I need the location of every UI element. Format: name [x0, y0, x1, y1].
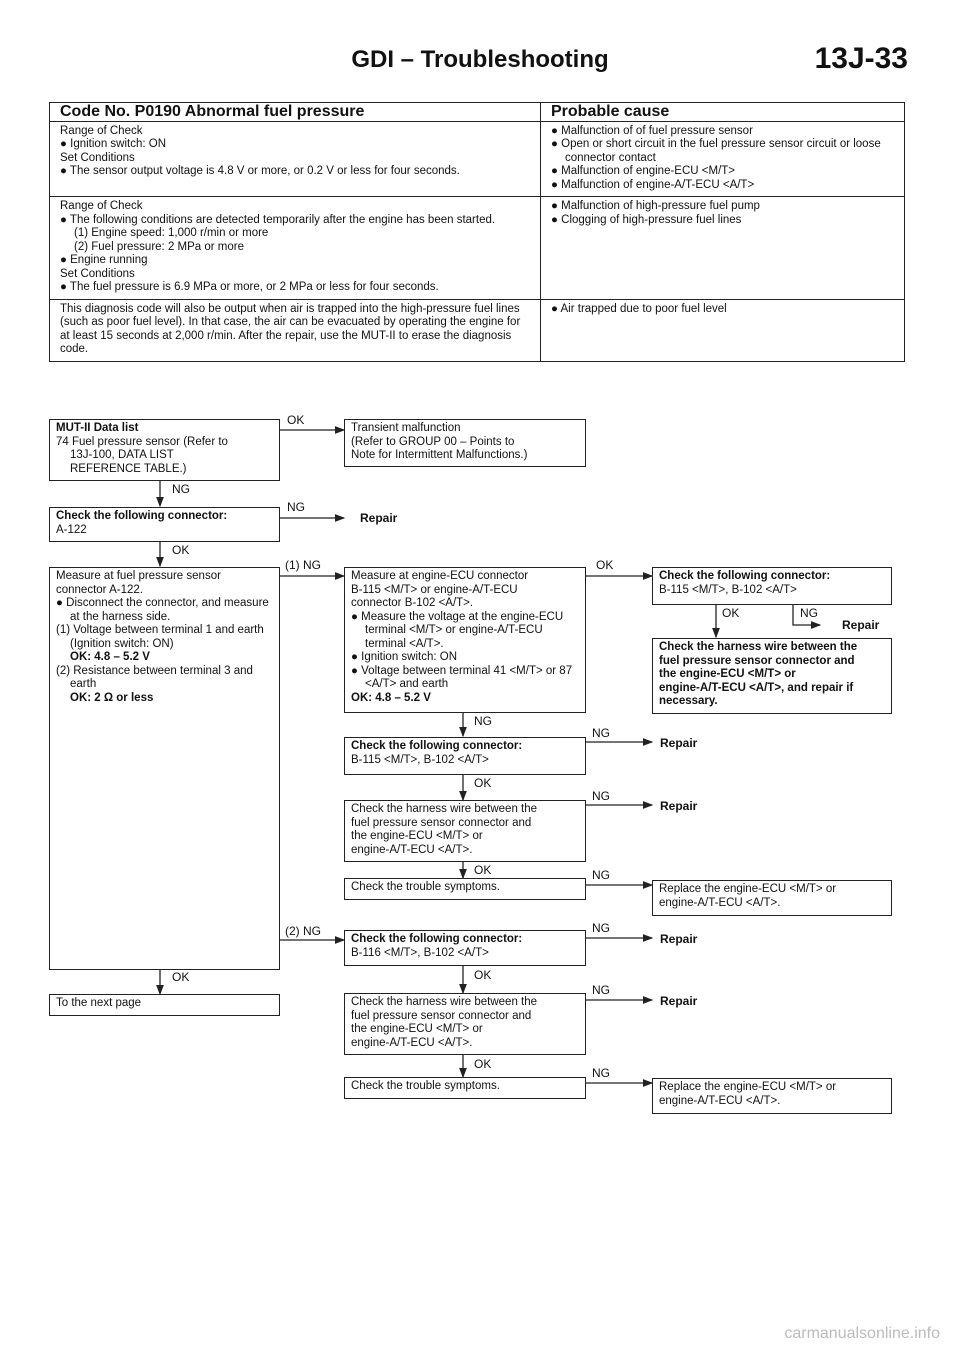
footer-watermark: carmanualsonline.info [784, 1325, 940, 1342]
box-line: necessary. [659, 695, 718, 707]
cell-line: Range of Check [60, 124, 143, 137]
symptoms2-box [344, 1077, 586, 1099]
cell-line: ● Malfunction of of fuel pressure sensor [551, 124, 753, 137]
check-b115-mid-box [344, 737, 586, 775]
check-a122-box [49, 507, 280, 542]
box-line: Measure at engine-ECU connector [351, 570, 529, 582]
label-ng: NG [592, 921, 610, 935]
box-line: the engine-ECU <M/T> or [659, 668, 796, 680]
cell-line: This diagnosis code will also be output when air is trapped into the high-pressure fuel lines (such as poor fuel level). In that case, the air can be evacuated by operating the engine for at least 15 seconds at 2,000 r/min. After the repair, use the MUT-II to erase the diagnosis code. [60, 302, 521, 355]
box-line: OK: 4.8 – 5.2 V [351, 691, 431, 704]
harness-mid2-box [344, 993, 586, 1055]
box-line: B-115 <M/T>, B-102 <A/T> [351, 753, 489, 766]
box-line: OK: 2 Ω or less [70, 691, 154, 704]
box-title: MUT-II Data list [56, 422, 139, 434]
page-title: GDI – Troubleshooting [351, 46, 609, 73]
label-ok: OK [474, 863, 492, 877]
label-ng: NG [800, 606, 818, 620]
label-ng: NG [287, 500, 305, 514]
label-ng2: (2) NG [285, 924, 321, 938]
box-title: Check the following connector: [351, 740, 523, 752]
label-ng: NG [592, 868, 610, 882]
box-line: connector A-122. [56, 583, 143, 596]
label-ok: OK [474, 1057, 492, 1071]
repair-label: Repair [660, 932, 698, 946]
box-line: engine-A/T-ECU <A/T>, and repair if [659, 681, 854, 694]
label-ok: OK [722, 606, 740, 620]
repair-label: Repair [660, 736, 698, 750]
box-line: engine-A/T-ECU <A/T>. [659, 896, 781, 909]
box-line: B-115 <M/T>, B-102 <A/T> [659, 583, 797, 596]
box-line: Replace the engine-ECU <M/T> or [659, 883, 837, 895]
cell-line: Range of Check [60, 200, 143, 212]
measure-ecu-box [344, 567, 586, 713]
box-line: engine-A/T-ECU <A/T>. [351, 843, 473, 856]
cell-line: (1) Engine speed: 1,000 r/min or more [74, 227, 269, 239]
label-ng: NG [592, 789, 610, 803]
cell-line: (2) Fuel pressure: 2 MPa or more [74, 240, 245, 253]
cell-line: ● Open or short circuit in the fuel pressure sensor circuit or loose connector contact [551, 138, 881, 164]
box-line: B-115 <M/T> or engine-A/T-ECU [351, 583, 518, 596]
cell-line: ● The sensor output voltage is 4.8 V or more, or 0.2 V or less for four seconds. [60, 165, 460, 177]
label-ok: OK [596, 558, 614, 572]
box-line: Check the trouble symptoms. [351, 881, 500, 893]
check-b116-box [344, 930, 586, 966]
box-line: Measure at fuel pressure sensor [56, 570, 221, 582]
code-header: Code No. P0190 Abnormal fuel pressure [50, 103, 541, 122]
cell-line: ● Clogging of high-pressure fuel lines [551, 213, 742, 226]
box-line: OK: 4.8 – 5.2 V [70, 651, 150, 663]
box-line: Check the harness wire between the [351, 803, 538, 815]
box-line: Note for Intermittent Malfunctions.) [351, 449, 528, 461]
page-number: 13J-33 [814, 42, 908, 75]
measure-sensor-box [49, 567, 280, 970]
box-line: fuel pressure sensor connector and [351, 1009, 532, 1022]
box-line: fuel pressure sensor connector and [351, 816, 532, 829]
box-line: Check the harness wire between the [351, 996, 538, 1008]
cell-line: ● Malfunction of engine-ECU <M/T> [551, 165, 735, 177]
box-line: (Refer to GROUP 00 – Points to [351, 435, 515, 448]
box-line: 13J-100, DATA LIST [70, 449, 174, 461]
label-ng: NG [592, 1066, 610, 1080]
cause-header: Probable cause [541, 103, 905, 122]
label-ng: NG [474, 714, 492, 728]
box-line: Replace the engine-ECU <M/T> or [659, 1081, 837, 1093]
box-line: REFERENCE TABLE.) [70, 462, 187, 475]
cell-line: ● The fuel pressure is 6.9 MPa or more, or 2 MPa or less for four seconds. [60, 281, 439, 293]
label-ok: OK [172, 543, 190, 557]
box-line: Check the trouble symptoms. [351, 1080, 500, 1092]
replace1-box [652, 880, 892, 916]
label-ng1: (1) NG [285, 558, 321, 572]
cell-line: Set Conditions [60, 267, 135, 280]
symptoms1-box [344, 878, 586, 900]
box-line: 74 Fuel pressure sensor (Refer to [56, 435, 228, 448]
repair-label: Repair [660, 994, 698, 1008]
cell-line: ● Ignition switch: ON [60, 138, 167, 150]
label-ng: NG [592, 983, 610, 997]
label-ng: NG [592, 726, 610, 740]
box-line: ● Measure the voltage at the engine-ECU terminal <M/T> or engine-A/T-ECU terminal <A/T>. [351, 610, 564, 650]
replace2-box [652, 1078, 892, 1114]
label-ok: OK [172, 970, 190, 984]
cell-line: ● Engine running [60, 254, 148, 266]
next-page-box [49, 994, 280, 1016]
repair-label: Repair [842, 618, 880, 632]
mut-data-list-box [49, 419, 280, 481]
box-line: engine-A/T-ECU <A/T>. [659, 1094, 781, 1107]
box-line: engine-A/T-ECU <A/T>. [351, 1036, 473, 1049]
label-ok: OK [287, 413, 305, 427]
box-line: (1) Voltage between terminal 1 and earth (Ignition switch: ON) [56, 624, 264, 650]
box-line: the engine-ECU <M/T> or [351, 830, 483, 842]
harness-right-box [652, 638, 892, 714]
harness-mid1-box [344, 800, 586, 862]
box-title: Check the following connector: [351, 933, 523, 945]
box-line: B-116 <M/T>, B-102 <A/T> [351, 946, 489, 959]
label-ng: NG [172, 482, 190, 496]
box-line: ● Disconnect the connector, and measure at the harness side. [56, 597, 269, 623]
box-line: Check the harness wire between the [659, 641, 858, 653]
cell-line: ● The following conditions are detected temporarily after the engine has been started. [60, 213, 496, 226]
box-line: To the next page [56, 997, 142, 1009]
box-title: Check the following connector: [56, 510, 228, 522]
box-line: connector B-102 <A/T>. [351, 597, 474, 609]
box-line: fuel pressure sensor connector and [659, 654, 855, 667]
repair-label: Repair [360, 511, 398, 525]
repair-label: Repair [660, 799, 698, 813]
box-title: Check the following connector: [659, 570, 831, 582]
box-line: ● Ignition switch: ON [351, 651, 458, 663]
label-ok: OK [474, 968, 492, 982]
box-line: Transient malfunction [351, 422, 461, 434]
transient-box [344, 419, 586, 467]
box-line: the engine-ECU <M/T> or [351, 1023, 483, 1035]
box-line: A-122 [56, 523, 87, 536]
cell-line: ● Malfunction of high-pressure fuel pump [551, 200, 760, 212]
check-b115-right-box [652, 567, 892, 605]
cell-line: ● Air trapped due to poor fuel level [551, 302, 727, 315]
cell-line: ● Malfunction of engine-A/T-ECU <A/T> [551, 178, 755, 191]
label-ok: OK [474, 776, 492, 790]
box-line: (2) Resistance between terminal 3 and earth [56, 664, 253, 690]
cell-line: Set Conditions [60, 151, 135, 164]
box-line: ● Voltage between terminal 41 <M/T> or 87 <A/T> and earth [351, 664, 573, 690]
